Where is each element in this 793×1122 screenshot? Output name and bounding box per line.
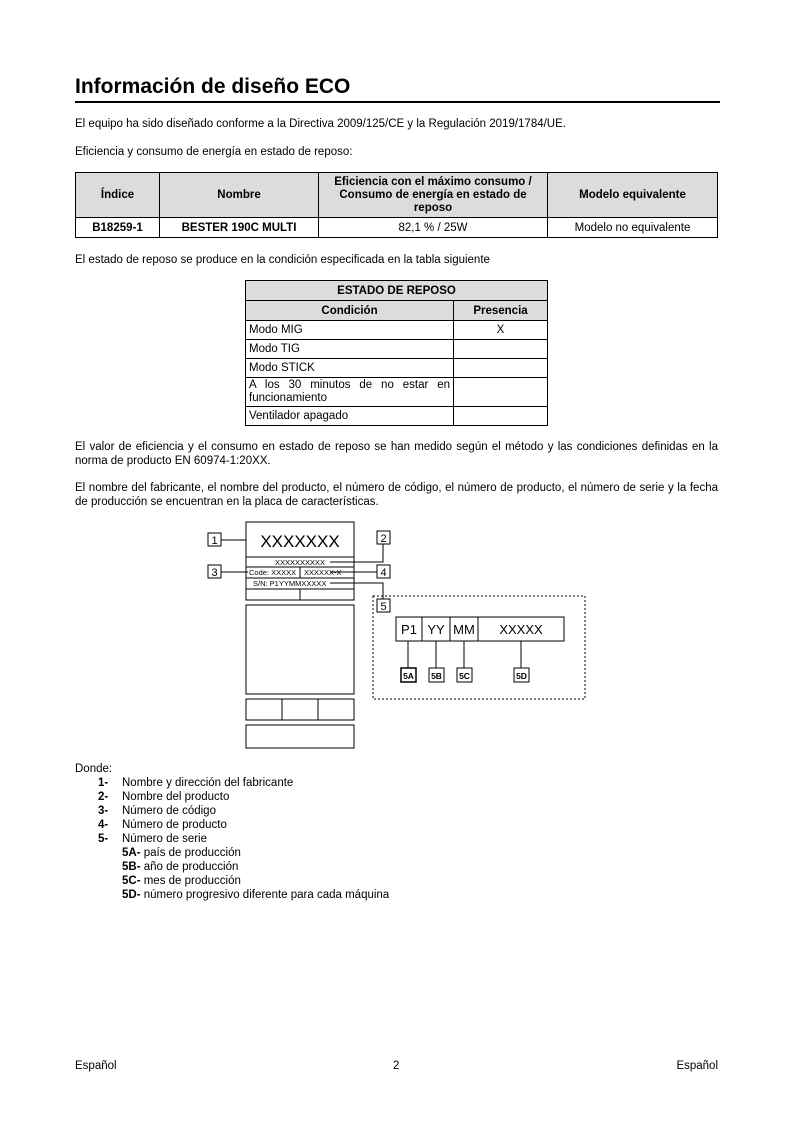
cell-name: BESTER 190C MULTI [160, 218, 319, 238]
page-title: Información de diseño ECO [75, 74, 720, 103]
header-index: Índice [76, 173, 160, 218]
header-condition: Condición [246, 301, 454, 321]
serial-label-5b-text: 5B [431, 671, 442, 681]
list-item: 5C- mes de producción [122, 875, 241, 887]
plate-bottom-box [246, 725, 354, 748]
legend-heading: Donde: [75, 763, 113, 775]
intro-text: El equipo ha sido diseñado conforme a la Directiva 2009/125/CE y la Regulación 2019/1784/UE. [75, 118, 566, 130]
condition-cell: Modo MIG [246, 321, 454, 340]
serial-label-5c-text: 5C [459, 671, 470, 681]
measurement-text: El valor de eficiencia y el consumo en estado de reposo se han medido según el método y las condiciones definidas en la norma de producto EN 60974-1:20XX. [75, 441, 718, 467]
rest-table-title: ESTADO DE REPOSO [246, 281, 548, 301]
list-item: 5A- país de producción [122, 847, 241, 859]
presence-cell: X [454, 321, 548, 340]
plate-text: El nombre del fabricante, el nombre del producto, el número de código, el número de producto, el número de serie y la fecha de producción se encuentran en la placa de características. [75, 482, 718, 508]
cell-equivalent: Modelo no equivalente [548, 218, 718, 238]
callout-4-label: 4 [380, 567, 387, 579]
list-item: 1- Nombre y dirección del fabricante [98, 777, 294, 789]
condition-cell: Ventilador apagado [246, 407, 454, 426]
efficiency-label: Eficiencia y consumo de energía en estado de reposo: [75, 146, 353, 158]
plate-serial-text: S/N: P1YYMMXXXXX [253, 579, 327, 588]
header-equivalent: Modelo equivalente [548, 173, 718, 218]
list-item: 4- Número de producto [98, 819, 227, 831]
list-item: 5B- año de producción [122, 861, 239, 873]
footer-language-left: Español [75, 1060, 117, 1072]
condition-cell: Modo TIG [246, 340, 454, 359]
page-number: 2 [393, 1060, 400, 1072]
list-item: 5D- número progresivo diferente para cada máquina [122, 889, 390, 901]
serial-detail-box [373, 596, 585, 699]
condition-cell: A los 30 minutos de no estar en funcionamiento [246, 378, 454, 407]
header-name: Nombre [160, 173, 319, 218]
header-efficiency: Eficiencia con el máximo consumo / Consumo de energía en estado de reposo [319, 173, 548, 218]
list-item: 2- Nombre del producto [98, 791, 230, 803]
serial-cell-yy: YY [427, 622, 445, 637]
callout-3-label: 3 [211, 567, 218, 579]
serial-label-5a-text: 5A [403, 671, 414, 681]
condition-cell: Modo STICK [246, 359, 454, 378]
plate-code-text: Code: XXXXX [249, 568, 297, 577]
plate-small-boxes [246, 699, 354, 720]
cell-efficiency: 82,1 % / 25W [319, 218, 548, 238]
serial-cell-p1: P1 [401, 622, 417, 637]
plate-manufacturer-text: XXXXXXX [260, 532, 340, 551]
plate-product-text: XXXXXXXXXX [274, 558, 326, 567]
serial-cell-mm: MM [453, 622, 475, 637]
serial-cell-xxxxx: XXXXX [499, 622, 543, 637]
callout-2-label: 2 [380, 533, 387, 545]
list-item: 3- Número de código [98, 805, 216, 817]
callout-1-label: 1 [211, 535, 218, 547]
rest-intro: El estado de reposo se produce en la condición especificada en la tabla siguiente [75, 254, 490, 266]
serial-label-5d-text: 5D [516, 671, 527, 681]
header-presence: Presencia [454, 301, 548, 321]
callout-5-label: 5 [380, 601, 387, 613]
cell-index: B18259-1 [76, 218, 160, 238]
legend [75, 762, 390, 902]
plate-product-number-text: XXXXXX-X [304, 568, 342, 577]
list-item: 5- Número de serie [98, 833, 208, 845]
footer-language-right: Español [676, 1060, 718, 1072]
plate-main-area [246, 605, 354, 694]
